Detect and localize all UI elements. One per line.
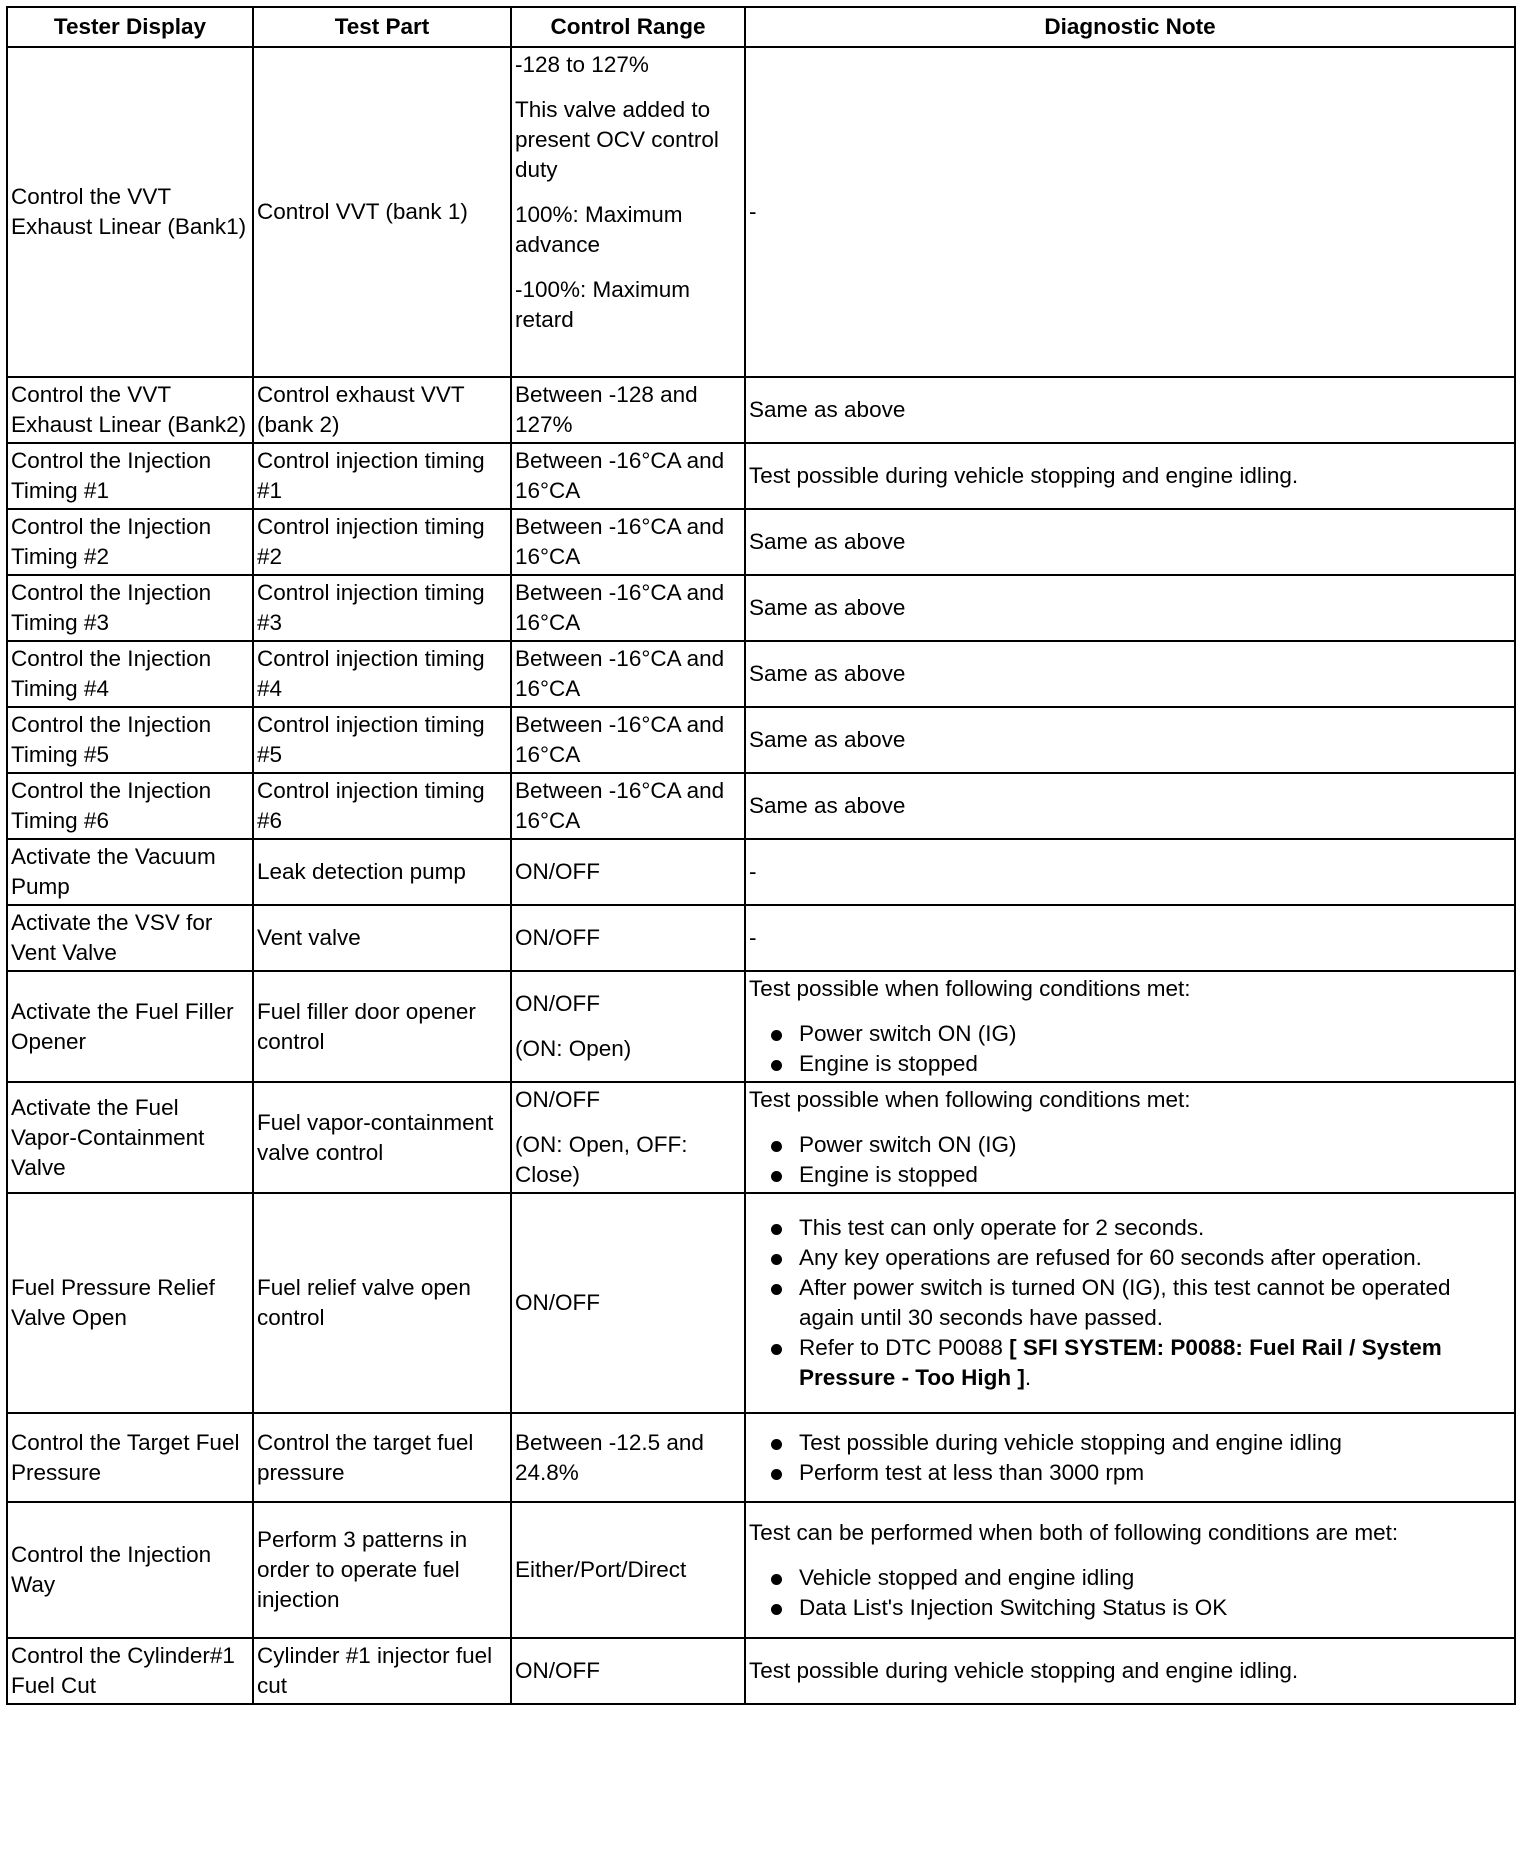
tester-display-cell: Control the Injection Timing #5 bbox=[7, 707, 253, 773]
test-part-cell: Control exhaust VVT (bank 2) bbox=[253, 377, 511, 443]
test-part-cell: Control injection timing #4 bbox=[253, 641, 511, 707]
tester-display-cell: Activate the VSV for Vent Valve bbox=[7, 905, 253, 971]
tester-display-cell: Control the Target Fuel Pressure bbox=[7, 1413, 253, 1502]
table-row bbox=[7, 377, 1515, 443]
diagnostic-note-cell: Same as above bbox=[745, 377, 1515, 443]
test-part-cell: Control injection timing #5 bbox=[253, 707, 511, 773]
table-row bbox=[7, 641, 1515, 707]
diagnostic-note-cell: Same as above bbox=[745, 509, 1515, 575]
note-bullet-item: Engine is stopped bbox=[749, 1049, 1511, 1079]
test-part-cell: Vent valve bbox=[253, 905, 511, 971]
tester-display-cell: Control the VVT Exhaust Linear (Bank2) bbox=[7, 377, 253, 443]
diagnostic-note-cell: Same as above bbox=[745, 575, 1515, 641]
diagnostic-note-cell: - bbox=[745, 839, 1515, 905]
table-row bbox=[7, 1413, 1515, 1502]
note-bullet-item: This test can only operate for 2 seconds. bbox=[749, 1213, 1511, 1243]
table-row bbox=[7, 443, 1515, 509]
control-range-line: 100%: Maximum advance bbox=[515, 202, 683, 257]
control-range-cell: Between -16°CA and 16°CA bbox=[511, 773, 745, 839]
table-header-row bbox=[7, 7, 1515, 47]
control-range-cell: Between -16°CA and 16°CA bbox=[511, 443, 745, 509]
tester-display-cell: Control the VVT Exhaust Linear (Bank1) bbox=[7, 47, 253, 377]
diagnostic-note-cell bbox=[745, 1502, 1515, 1638]
header-control-range: Control Range bbox=[511, 7, 745, 47]
diagnostic-note-cell: - bbox=[745, 905, 1515, 971]
test-part-cell: Perform 3 patterns in order to operate fuel injection bbox=[253, 1502, 511, 1638]
test-part-cell: Fuel relief valve open control bbox=[253, 1193, 511, 1413]
control-range-cell: Between -16°CA and 16°CA bbox=[511, 509, 745, 575]
control-range-line: This valve added to present OCV control duty bbox=[515, 97, 719, 182]
tester-display-cell: Fuel Pressure Relief Valve Open bbox=[7, 1193, 253, 1413]
header-tester-display: Tester Display bbox=[7, 7, 253, 47]
control-range-cell: Between -16°CA and 16°CA bbox=[511, 641, 745, 707]
dtc-reference-text: Refer to DTC P0088 bbox=[799, 1335, 1010, 1360]
tester-display-cell: Control the Injection Timing #3 bbox=[7, 575, 253, 641]
test-part-cell: Leak detection pump bbox=[253, 839, 511, 905]
note-bullet-item bbox=[749, 1333, 1511, 1393]
diagnostic-note-cell bbox=[745, 1193, 1515, 1413]
table-row bbox=[7, 905, 1515, 971]
diagnostic-note-cell: Test possible during vehicle stopping and engine idling. bbox=[745, 1638, 1515, 1704]
note-bullet-item: After power switch is turned ON (IG), this test cannot be operated again until 30 seconds have passed. bbox=[749, 1273, 1511, 1333]
table-row bbox=[7, 1193, 1515, 1413]
note-intro: Test can be performed when both of following conditions are met: bbox=[749, 1519, 1399, 1545]
diagnostic-note-cell bbox=[745, 971, 1515, 1082]
tester-display-cell: Control the Injection Timing #2 bbox=[7, 509, 253, 575]
note-bullet-list bbox=[749, 1563, 1511, 1623]
note-bullet-item: Engine is stopped bbox=[749, 1160, 1511, 1190]
control-range-cell: Between -16°CA and 16°CA bbox=[511, 575, 745, 641]
control-range-cell: Between -12.5 and 24.8% bbox=[511, 1413, 745, 1502]
control-range-line: -128 to 127% bbox=[515, 52, 649, 77]
table-row bbox=[7, 1638, 1515, 1704]
note-bullet-list bbox=[749, 1019, 1511, 1079]
tester-display-cell: Control the Injection Timing #4 bbox=[7, 641, 253, 707]
note-bullet-list bbox=[749, 1428, 1511, 1488]
control-range-line: (ON: Open) bbox=[515, 1036, 632, 1061]
test-part-cell: Cylinder #1 injector fuel cut bbox=[253, 1638, 511, 1704]
table-row bbox=[7, 509, 1515, 575]
note-bullet-list bbox=[749, 1213, 1511, 1393]
header-diagnostic-note: Diagnostic Note bbox=[745, 7, 1515, 47]
table-row bbox=[7, 575, 1515, 641]
tester-display-cell: Activate the Vacuum Pump bbox=[7, 839, 253, 905]
note-intro: Test possible when following conditions met: bbox=[749, 1087, 1191, 1112]
diagnostic-note-cell: - bbox=[745, 47, 1515, 377]
note-bullet-item: Data List's Injection Switching Status is OK bbox=[749, 1593, 1511, 1623]
table-row bbox=[7, 839, 1515, 905]
test-part-cell: Control VVT (bank 1) bbox=[253, 47, 511, 377]
header-test-part: Test Part bbox=[253, 7, 511, 47]
table-row bbox=[7, 707, 1515, 773]
dtc-reference-suffix: . bbox=[1024, 1365, 1032, 1390]
note-bullet-item: Perform test at less than 3000 rpm bbox=[749, 1458, 1511, 1488]
tester-display-cell: Control the Injection Timing #1 bbox=[7, 443, 253, 509]
table-row bbox=[7, 971, 1515, 1082]
note-bullet-item: Power switch ON (IG) bbox=[749, 1130, 1511, 1160]
table-row bbox=[7, 47, 1515, 377]
control-range-cell bbox=[511, 971, 745, 1082]
tester-display-cell: Activate the Fuel Filler Opener bbox=[7, 971, 253, 1082]
dtc-reference-link[interactable]: [ SFI SYSTEM: P0088: Fuel Rail / System Pressure - Too High ] bbox=[799, 1335, 1442, 1390]
note-bullet-item: Any key operations are refused for 60 seconds after operation. bbox=[749, 1243, 1511, 1273]
test-part-cell: Fuel filler door opener control bbox=[253, 971, 511, 1082]
table-body bbox=[7, 47, 1515, 1704]
diagnostic-note-cell bbox=[745, 1413, 1515, 1502]
table-row bbox=[7, 1502, 1515, 1638]
note-bullet-item: Power switch ON (IG) bbox=[749, 1019, 1511, 1049]
control-range-cell: Between -128 and 127% bbox=[511, 377, 745, 443]
control-range-line: -100%: Maximum retard bbox=[515, 277, 691, 332]
test-part-cell: Control injection timing #2 bbox=[253, 509, 511, 575]
note-intro: Test possible when following conditions met: bbox=[749, 976, 1191, 1001]
tester-display-cell: Control the Injection Timing #6 bbox=[7, 773, 253, 839]
test-part-cell: Control injection timing #3 bbox=[253, 575, 511, 641]
note-bullet-list bbox=[749, 1130, 1511, 1190]
tester-display-cell: Control the Injection Way bbox=[7, 1502, 253, 1638]
control-range-cell bbox=[511, 1082, 745, 1193]
test-part-cell: Control the target fuel pressure bbox=[253, 1413, 511, 1502]
control-range-cell: Either/Port/Direct bbox=[511, 1502, 745, 1638]
note-bullet-item: Test possible during vehicle stopping and engine idling bbox=[749, 1428, 1511, 1458]
diagnostic-active-test-table bbox=[6, 6, 1516, 1705]
diagnostic-note-cell: Same as above bbox=[745, 773, 1515, 839]
test-part-cell: Control injection timing #1 bbox=[253, 443, 511, 509]
control-range-line: ON/OFF bbox=[515, 1087, 600, 1112]
table-row bbox=[7, 1082, 1515, 1193]
control-range-cell: Between -16°CA and 16°CA bbox=[511, 707, 745, 773]
diagnostic-note-cell: Test possible during vehicle stopping and engine idling. bbox=[745, 443, 1515, 509]
test-part-cell: Control injection timing #6 bbox=[253, 773, 511, 839]
control-range-cell bbox=[511, 47, 745, 377]
control-range-line: (ON: Open, OFF: Close) bbox=[515, 1132, 688, 1187]
control-range-cell: ON/OFF bbox=[511, 1193, 745, 1413]
control-range-cell: ON/OFF bbox=[511, 839, 745, 905]
diagnostic-note-cell: Same as above bbox=[745, 641, 1515, 707]
control-range-cell: ON/OFF bbox=[511, 905, 745, 971]
control-range-cell: ON/OFF bbox=[511, 1638, 745, 1704]
table-row bbox=[7, 773, 1515, 839]
tester-display-cell: Activate the Fuel Vapor-Containment Valve bbox=[7, 1082, 253, 1193]
note-bullet-item: Vehicle stopped and engine idling bbox=[749, 1563, 1511, 1593]
control-range-line: ON/OFF bbox=[515, 991, 600, 1016]
diagnostic-note-cell bbox=[745, 1082, 1515, 1193]
tester-display-cell: Control the Cylinder#1 Fuel Cut bbox=[7, 1638, 253, 1704]
diagnostic-note-cell: Same as above bbox=[745, 707, 1515, 773]
test-part-cell: Fuel vapor-containment valve control bbox=[253, 1082, 511, 1193]
